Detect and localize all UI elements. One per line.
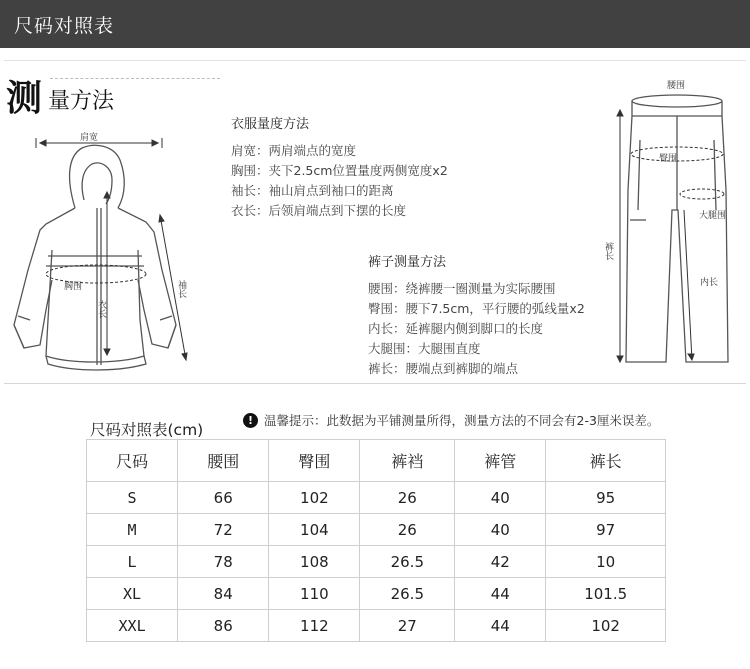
column-header: 裤裆 [360, 440, 455, 482]
table-header-row [87, 440, 666, 482]
clothes-method-heading: 衣服量度方法 [231, 117, 310, 132]
clothes-line: 衣长：后领肩端点到下摆的长度 [231, 203, 407, 218]
table-cell: 78 [178, 546, 269, 578]
column-header: 腰围 [178, 440, 269, 482]
table-cell: 95 [546, 482, 666, 514]
table-cell: 112 [269, 610, 360, 642]
pants-method-heading: 裤子测量方法 [368, 255, 447, 270]
table-row [87, 578, 666, 610]
measure-title-char: 测 [6, 78, 44, 119]
hip-label: 臀围 [659, 154, 678, 164]
column-header: 尺码 [87, 440, 178, 482]
table-cell: 97 [546, 514, 666, 546]
size-table-title: 尺码对照表(cm) [90, 421, 204, 439]
header-bar [0, 0, 750, 48]
pants-method [368, 253, 585, 379]
pants-line: 裤长：腰端点到裤脚的端点 [368, 361, 519, 376]
pants-diagram [600, 70, 750, 375]
table-row [87, 514, 666, 546]
table-cell: 44 [455, 610, 546, 642]
measure-title: 量方法 [48, 89, 115, 114]
shoulder-label: 肩宽 [80, 133, 99, 143]
table-cell: 26 [360, 482, 455, 514]
table-cell: 10 [546, 546, 666, 578]
exclamation-icon: ! [243, 413, 258, 428]
title-ruler [50, 72, 220, 79]
table-cell: 26.5 [360, 546, 455, 578]
inseam-label: 内长 [700, 278, 719, 288]
body-length-label: 衣长 [96, 300, 106, 318]
clothes-line: 肩宽：两肩端点的宽度 [231, 143, 357, 158]
table-cell: 101.5 [546, 578, 666, 610]
table-cell: 44 [455, 578, 546, 610]
size-cell: XXL [87, 610, 178, 642]
page-title: 尺码对照表 [14, 15, 115, 37]
table-cell: 84 [178, 578, 269, 610]
warning-text: 温馨提示：此数据为平铺测量所得，测量方法的不同会有2-3厘米误差。 [264, 413, 660, 428]
table-row [87, 610, 666, 642]
table-cell: 102 [269, 482, 360, 514]
table-cell: 110 [269, 578, 360, 610]
waist-label: 腰围 [667, 81, 686, 91]
size-cell: S [87, 482, 178, 514]
table-cell: 26.5 [360, 578, 455, 610]
pants-length-label: 裤长 [603, 242, 613, 260]
column-header: 裤长 [546, 440, 666, 482]
table-cell: 66 [178, 482, 269, 514]
warning-note [243, 411, 659, 429]
table-cell: 108 [269, 546, 360, 578]
jacket-diagram [0, 120, 210, 380]
table-row [87, 482, 666, 514]
table-cell: 72 [178, 514, 269, 546]
pants-line: 大腿围：大腿围直度 [368, 341, 481, 356]
pants-line: 内长：延裤腿内侧到脚口的长度 [368, 321, 544, 336]
size-table [86, 439, 666, 642]
size-cell: XL [87, 578, 178, 610]
table-cell: 102 [546, 610, 666, 642]
pants-line: 臀围：腰下7.5cm，平行腰的弧线量x2 [368, 301, 585, 316]
thigh-label: 大腿围 [699, 211, 727, 221]
sleeve-length-label: 袖长 [176, 280, 186, 298]
chest-label: 胸围 [64, 282, 83, 292]
column-header: 裤管 [455, 440, 546, 482]
clothes-method [231, 115, 448, 221]
table-cell: 86 [178, 610, 269, 642]
size-cell: M [87, 514, 178, 546]
table-cell: 42 [455, 546, 546, 578]
pants-line: 腰围：绕裤腰一圈测量为实际腰围 [368, 281, 556, 296]
column-header: 臀围 [269, 440, 360, 482]
size-cell: L [87, 546, 178, 578]
table-cell: 40 [455, 514, 546, 546]
table-cell: 26 [360, 514, 455, 546]
table-cell: 40 [455, 482, 546, 514]
table-cell: 27 [360, 610, 455, 642]
clothes-line: 袖长：袖山肩点到袖口的距离 [231, 183, 394, 198]
table-row [87, 546, 666, 578]
table-cell: 104 [269, 514, 360, 546]
clothes-line: 胸围：夹下2.5cm位置量度两侧宽度x2 [231, 163, 448, 178]
